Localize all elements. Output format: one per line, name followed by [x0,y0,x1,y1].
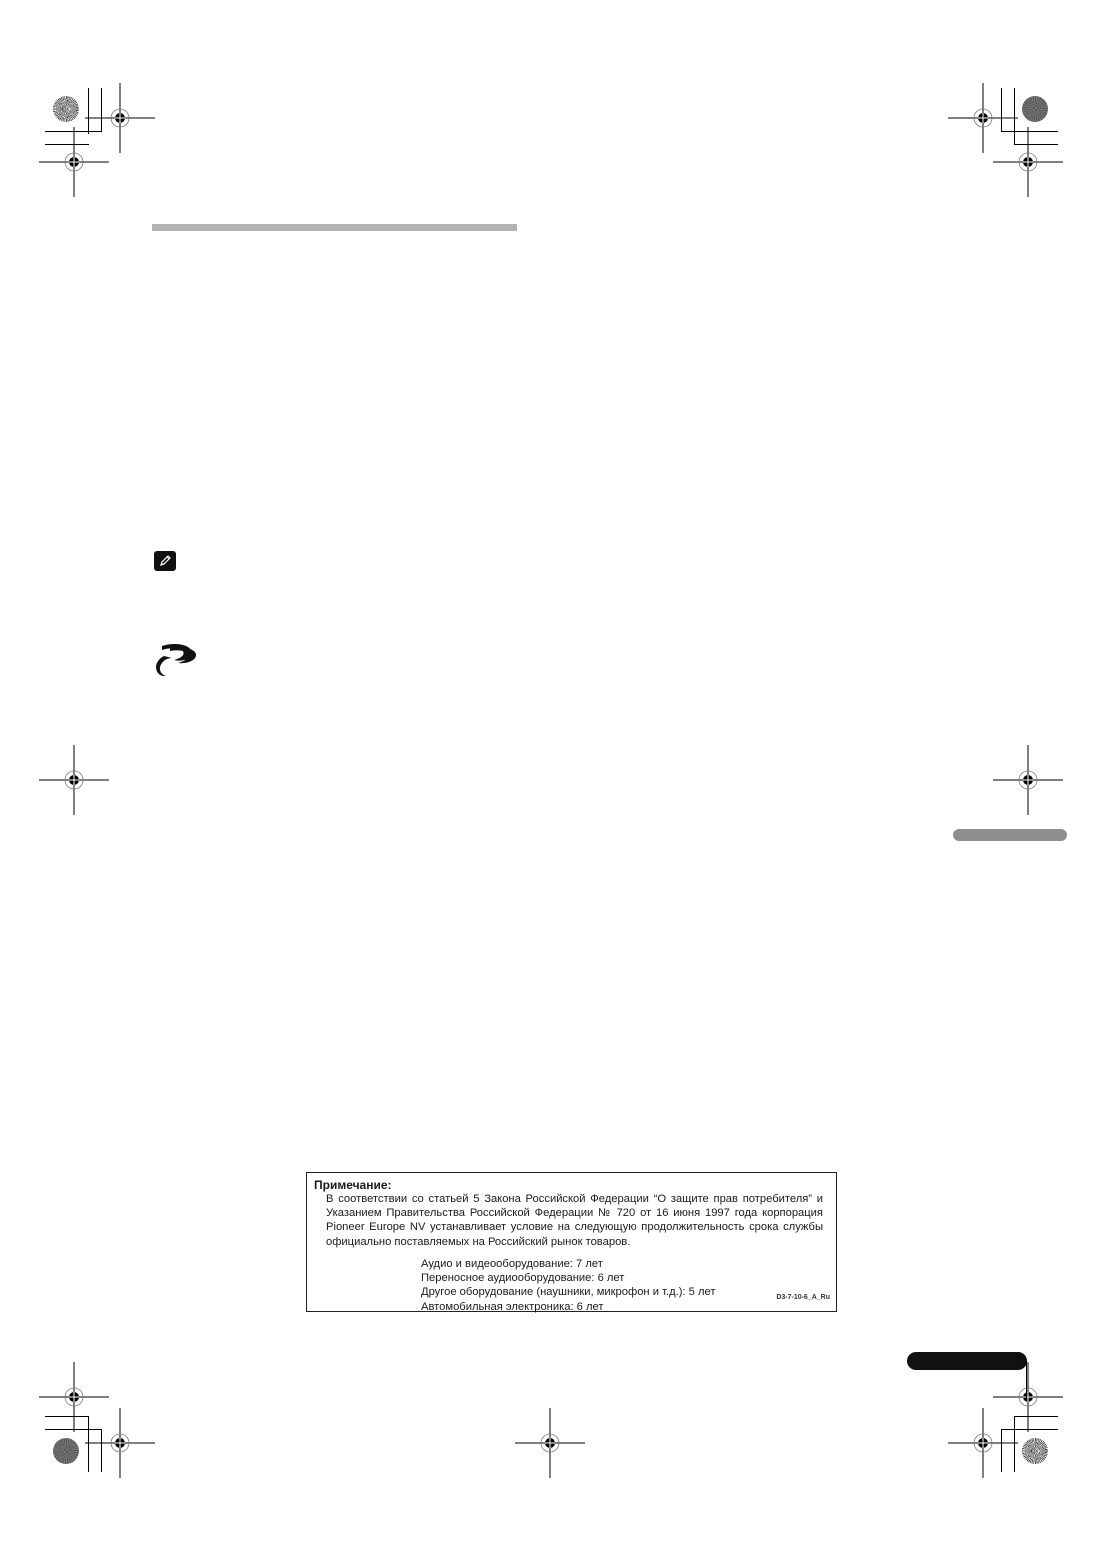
service-life-item: Переносное аудиооборудование: 6 лет [421,1272,625,1285]
pencil-note-icon [154,551,176,571]
notice-paragraph-line: официально поставляемых на Российский рынок товаров. [326,1235,631,1248]
notice-paragraph [326,1192,823,1249]
color-wheel-mark-bottom-right [1022,1438,1048,1464]
registration-mark-icon [39,127,109,197]
service-life-list [421,1257,715,1314]
page-number-tab [907,1352,1027,1370]
notice-paragraph-line: В соответствии со статьей 5 Закона Российской Федерации “О защите прав потребителя” и [326,1193,823,1205]
registration-mark-icon [39,745,109,815]
registration-mark-icon [993,127,1063,197]
notice-paragraph-line: Указанием Правительства Российской Федерации № 720 от 16 июня 1997 года корпорация [326,1207,823,1220]
section-heading-bar [152,224,517,231]
registration-mark-icon [993,745,1063,815]
color-wheel-mark-bottom-left [53,1438,79,1464]
crop-line [1026,1360,1027,1400]
registration-mark-icon [85,1408,155,1478]
registration-mark-icon [948,1408,1018,1478]
service-life-item: Аудио и видеооборудование: 7 лет [421,1258,603,1270]
pioneer-logo-icon [152,642,198,678]
color-wheel-mark-top-right [1022,96,1048,122]
side-language-tab [953,829,1067,841]
color-wheel-mark-top-left [53,96,79,122]
russian-service-life-notice [306,1172,837,1312]
registration-mark-icon [515,1408,585,1478]
notice-paragraph-line: Pioneer Europe NV устанавливает условие на следующую продолжительность срока службы [326,1221,823,1234]
document-code: D3-7-10-6_A_Ru [776,1293,830,1301]
notice-title: Примечание: [314,1178,392,1192]
service-life-item: Автомобильная электроника: 6 лет [421,1300,604,1313]
service-life-item: Другое оборудование (наушники, микрофон и т.д.): 5 лет [421,1286,716,1299]
